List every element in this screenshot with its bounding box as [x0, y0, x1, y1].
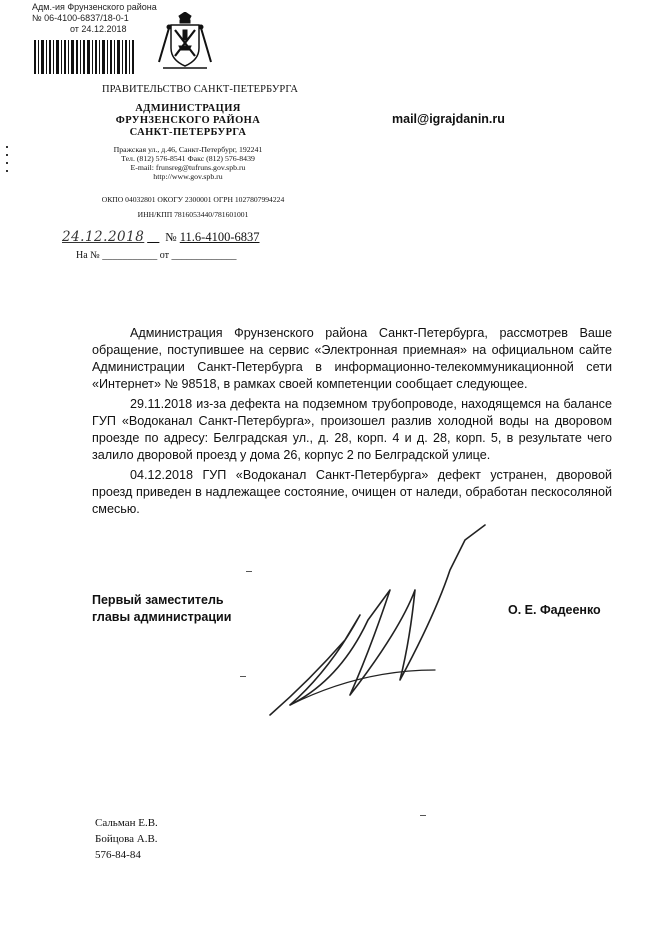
- admin-email: E-mail: frunsreg@tufruns.gov.spb.ru: [130, 163, 246, 172]
- signer-name: О. Е. Фадеенко: [508, 603, 601, 617]
- stamp-line2: № 06-4100-6837/18-0-1: [32, 13, 129, 23]
- government-title: ПРАВИТЕЛЬСТВО САНКТ-ПЕТЕРБУРГА: [101, 84, 299, 95]
- registration-line: 24.12.2018 __ № 11.6-4100-6837: [62, 229, 260, 245]
- signer-title-line1: Первый заместитель: [92, 593, 224, 607]
- incoming-stamp: [32, 2, 157, 35]
- executors-block: [95, 815, 158, 863]
- recipient-email: mail@igrajdanin.ru: [392, 112, 505, 126]
- reference-line: [76, 250, 236, 261]
- scan-mark: [420, 815, 426, 820]
- executor-phone: 576-84-84: [95, 849, 141, 861]
- contact-details: [93, 145, 283, 181]
- body-paragraph-1: Администрация Фрунзенского района Санкт-Петербурга, рассмотрев Ваше обращение, поступившее на сервис «Электронная приемная» на официальном сайте Администрации Санкт-Петербурга в информационно-телекоммуникационной сети «Интернет» № 98518, в рамках своей компетенции сообщает следующее.: [92, 326, 612, 391]
- signer-title-line2: главы администрации: [92, 610, 232, 624]
- handwritten-signature: [250, 520, 510, 730]
- executor-2: Бойцова А.В.: [95, 833, 158, 845]
- admin-line3: САНКТ-ПЕТЕРБУРГА: [129, 127, 247, 138]
- phone-fax: Тел. (812) 576-8541 Факс (812) 576-8439: [121, 154, 255, 163]
- tax-codes: ИНН/КПП 7816053440/781601001: [137, 210, 249, 219]
- signer-position: [92, 592, 231, 626]
- from-blank: _____________: [171, 250, 237, 261]
- stamp-line1: Адм.-ия Фрунзенского района: [32, 2, 157, 12]
- coat-of-arms-icon: [157, 12, 213, 70]
- outgoing-number: 11.6-4100-6837: [179, 230, 260, 244]
- executor-1: Сальман Е.В.: [95, 817, 158, 829]
- ref-label: На №: [76, 250, 100, 261]
- address: Пражская ул., д.46, Санкт-Петербург, 192241: [113, 145, 263, 154]
- scan-margin-dots: [6, 140, 9, 180]
- body-paragraph-2: 29.11.2018 из-за дефекта на подземном трубопроводе, находящемся на балансе ГУП «Водоканал Санкт-Петербурга», произошел разлив холодной воды на дворовом проезде по адресу: Белградская ул., д. 28, корп. 4 и д. 28, корп. 5, в результате чего залило дворовой проезд у дома 26, корпус 2 по Белградской улице.: [92, 397, 612, 462]
- admin-line1: АДМИНИСТРАЦИЯ: [135, 103, 241, 114]
- stamp-line3: от 24.12.2018: [70, 24, 127, 34]
- number-label: №: [165, 230, 177, 244]
- body-paragraph-3: 04.12.2018 ГУП «Водоканал Санкт-Петербурга» дефект устранен, дворовой проезд приведен в надлежащее состояние, очищен от наледи, обработан пескосоляной смесью.: [92, 468, 612, 516]
- letter-body: [92, 325, 612, 521]
- handwritten-date: 24.12.2018: [62, 229, 145, 245]
- website: http://www.gov.spb.ru: [153, 172, 223, 181]
- registry-codes: ОКПО 04032801 ОКОГУ 2300001 ОГРН 1027807994224: [101, 195, 285, 204]
- from-label: от: [159, 250, 169, 261]
- administration-title: [93, 103, 283, 139]
- admin-line2: ФРУНЗЕНСКОГО РАЙОНА: [115, 115, 261, 126]
- ref-blank: ___________: [102, 250, 158, 261]
- barcode-image: [34, 40, 134, 74]
- scan-mark: [240, 676, 246, 681]
